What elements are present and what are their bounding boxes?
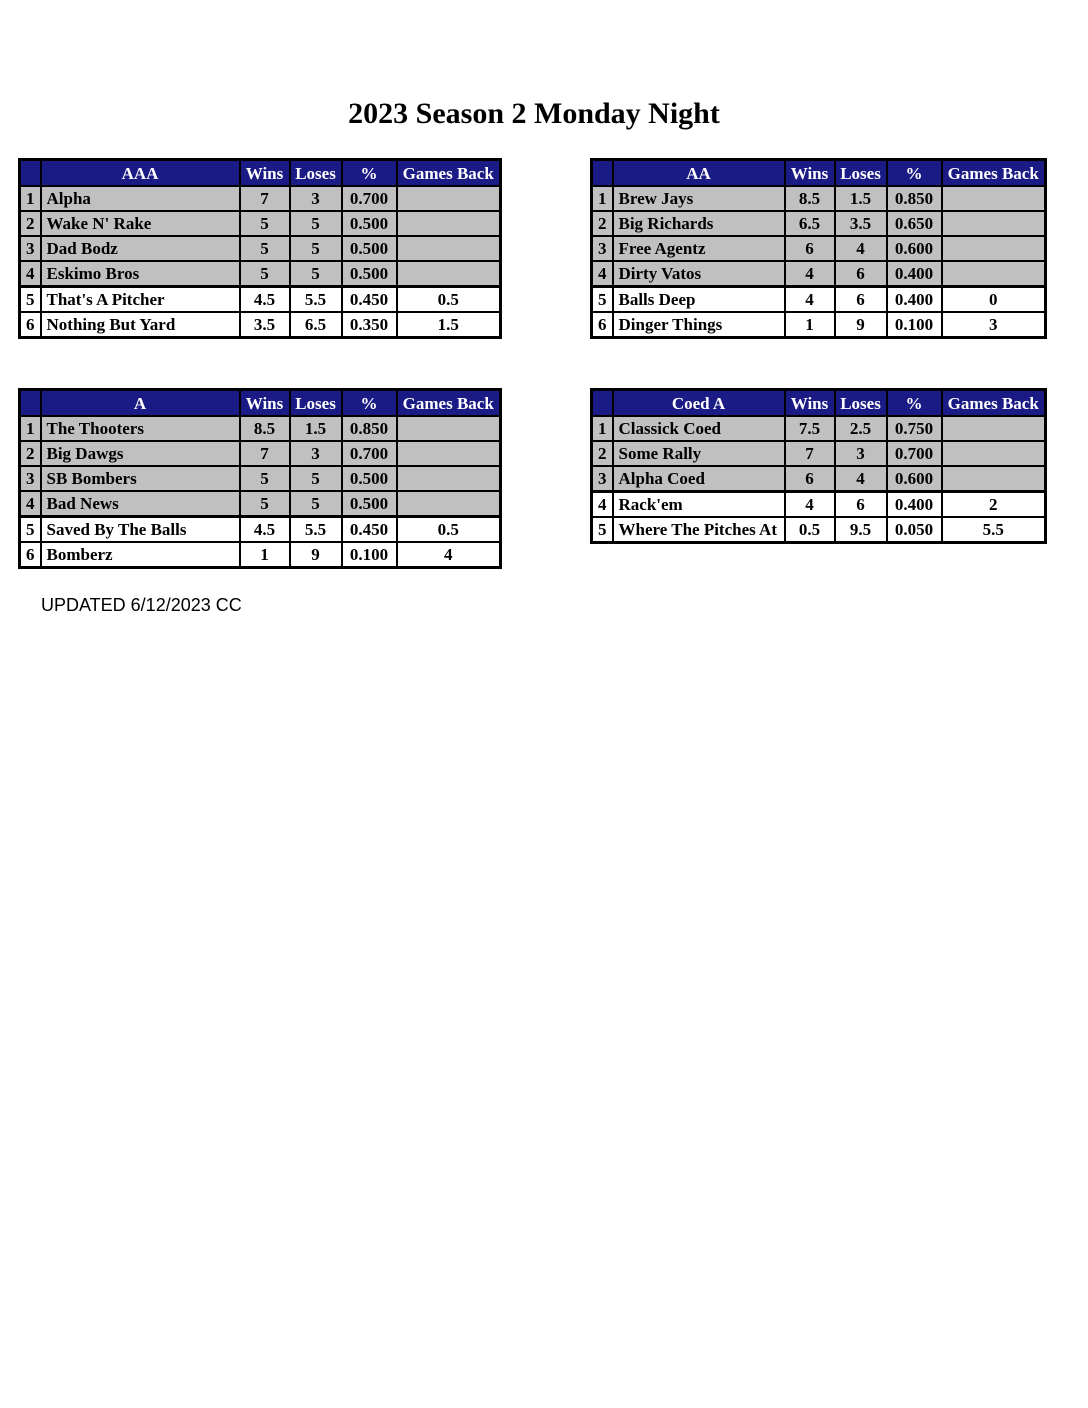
table-row [592,492,1046,518]
rank-cell: 3 [592,236,613,261]
table-row [592,441,1046,466]
wins-cell: 0.5 [785,517,835,543]
games-back-header: Games Back [397,390,501,417]
rank-cell: 5 [592,517,613,543]
games-back-cell [397,491,501,517]
rank-cell: 1 [20,416,41,441]
games-back-cell [942,186,1046,211]
rank-cell: 4 [20,261,41,287]
rank-cell: 2 [592,441,613,466]
header-row [20,160,501,187]
wins-cell: 8.5 [785,186,835,211]
wins-cell: 8.5 [240,416,290,441]
pct-cell: 0.350 [342,312,397,338]
wins-cell: 1 [240,542,290,568]
table-row [20,186,501,211]
games-back-header: Games Back [397,160,501,187]
wins-header: Wins [785,160,835,187]
pct-header: % [887,390,942,417]
division-header: Coed A [613,390,785,417]
team-name-cell: SB Bombers [41,466,240,491]
pct-header: % [887,160,942,187]
pct-cell: 0.500 [342,211,397,236]
loses-cell: 3.5 [835,211,887,236]
rank-cell: 3 [592,466,613,492]
table-row [20,236,501,261]
rank-cell: 2 [20,211,41,236]
team-name-cell: Dirty Vatos [613,261,785,287]
table-row [20,517,501,543]
wins-header: Wins [240,160,290,187]
loses-cell: 6.5 [290,312,342,338]
games-back-cell [942,211,1046,236]
pct-cell: 0.850 [342,416,397,441]
page-title: 2023 Season 2 Monday Night [348,97,720,130]
loses-cell: 1.5 [290,416,342,441]
loses-cell: 3 [290,441,342,466]
table-row [20,542,501,568]
loses-header: Loses [835,390,887,417]
rank-cell: 6 [592,312,613,338]
division-header: A [41,390,240,417]
pct-cell: 0.500 [342,261,397,287]
header-row [592,160,1046,187]
loses-cell: 9 [290,542,342,568]
pct-cell: 0.400 [887,261,942,287]
wins-cell: 3.5 [240,312,290,338]
team-name-cell: That's A Pitcher [41,287,240,313]
team-name-cell: Where The Pitches At [613,517,785,543]
wins-cell: 5 [240,211,290,236]
wins-cell: 6 [785,236,835,261]
wins-cell: 5 [240,466,290,491]
pct-cell: 0.650 [887,211,942,236]
loses-cell: 5 [290,491,342,517]
rank-cell: 1 [20,186,41,211]
loses-cell: 1.5 [835,186,887,211]
standings-table [18,158,502,339]
pct-cell: 0.400 [887,492,942,518]
games-back-cell [942,416,1046,441]
team-name-cell: Big Dawgs [41,441,240,466]
rank-header-cell [20,160,41,187]
pct-cell: 0.700 [342,186,397,211]
pct-cell: 0.450 [342,517,397,543]
loses-cell: 2.5 [835,416,887,441]
team-name-cell: Brew Jays [613,186,785,211]
rank-cell: 4 [20,491,41,517]
table-row [20,261,501,287]
games-back-cell [397,261,501,287]
loses-cell: 5 [290,466,342,491]
header-row [20,390,501,417]
team-name-cell: Alpha [41,186,240,211]
pct-cell: 0.400 [887,287,942,313]
table-row [20,211,501,236]
rank-cell: 3 [20,236,41,261]
standings-table-aaa [18,158,502,339]
games-back-header: Games Back [942,160,1046,187]
rank-cell: 2 [592,211,613,236]
games-back-cell [942,261,1046,287]
loses-cell: 5 [290,236,342,261]
table-row [592,466,1046,492]
games-back-cell [942,236,1046,261]
pct-header: % [342,390,397,417]
games-back-cell: 5.5 [942,517,1046,543]
games-back-cell [397,441,501,466]
team-name-cell: Nothing But Yard [41,312,240,338]
team-name-cell: Dad Bodz [41,236,240,261]
loses-cell: 5 [290,261,342,287]
pct-cell: 0.700 [342,441,397,466]
team-name-cell: Eskimo Bros [41,261,240,287]
wins-cell: 4.5 [240,517,290,543]
games-back-cell [397,466,501,491]
pct-cell: 0.500 [342,491,397,517]
games-back-cell: 3 [942,312,1046,338]
table-row [592,236,1046,261]
table-row [592,517,1046,543]
games-back-cell [942,441,1046,466]
loses-header: Loses [290,160,342,187]
table-row [592,312,1046,338]
table-row [20,441,501,466]
standings-table [18,388,502,569]
games-back-cell [397,211,501,236]
table-row [592,186,1046,211]
pct-cell: 0.500 [342,466,397,491]
standings-table-a [18,388,502,569]
loses-cell: 6 [835,287,887,313]
wins-cell: 5 [240,261,290,287]
team-name-cell: Saved By The Balls [41,517,240,543]
pct-cell: 0.450 [342,287,397,313]
rank-cell: 1 [592,416,613,441]
table-row [20,287,501,313]
pct-cell: 0.050 [887,517,942,543]
team-name-cell: Free Agentz [613,236,785,261]
games-back-header: Games Back [942,390,1046,417]
wins-cell: 7 [240,186,290,211]
table-row [20,466,501,491]
team-name-cell: Dinger Things [613,312,785,338]
pct-cell: 0.500 [342,236,397,261]
wins-cell: 5 [240,236,290,261]
table-row [592,261,1046,287]
rank-cell: 6 [20,312,41,338]
wins-header: Wins [785,390,835,417]
games-back-cell: 4 [397,542,501,568]
rank-header-cell [592,390,613,417]
games-back-cell [397,186,501,211]
team-name-cell: Classick Coed [613,416,785,441]
pct-cell: 0.100 [887,312,942,338]
loses-cell: 5 [290,211,342,236]
team-name-cell: The Thooters [41,416,240,441]
games-back-cell [397,416,501,441]
rank-cell: 4 [592,261,613,287]
loses-cell: 3 [290,186,342,211]
loses-cell: 6 [835,492,887,518]
rank-cell: 3 [20,466,41,491]
pct-cell: 0.100 [342,542,397,568]
team-name-cell: Bomberz [41,542,240,568]
team-name-cell: Wake N' Rake [41,211,240,236]
wins-cell: 1 [785,312,835,338]
standings-table [590,158,1047,339]
rank-header-cell [20,390,41,417]
games-back-cell [942,466,1046,492]
games-back-cell: 0 [942,287,1046,313]
loses-header: Loses [835,160,887,187]
rank-header-cell [592,160,613,187]
loses-cell: 9 [835,312,887,338]
team-name-cell: Alpha Coed [613,466,785,492]
wins-cell: 4 [785,492,835,518]
wins-cell: 6.5 [785,211,835,236]
table-row [592,211,1046,236]
loses-cell: 5.5 [290,287,342,313]
games-back-cell [397,236,501,261]
rank-cell: 6 [20,542,41,568]
table-row [20,416,501,441]
rank-cell: 2 [20,441,41,466]
loses-cell: 3 [835,441,887,466]
wins-cell: 5 [240,491,290,517]
pct-cell: 0.600 [887,466,942,492]
standings-table-aa [590,158,1047,339]
loses-cell: 4 [835,236,887,261]
games-back-cell: 2 [942,492,1046,518]
wins-cell: 4 [785,261,835,287]
wins-header: Wins [240,390,290,417]
table-row [592,416,1046,441]
loses-cell: 6 [835,261,887,287]
team-name-cell: Rack'em [613,492,785,518]
header-row [592,390,1046,417]
pct-header: % [342,160,397,187]
standings-table [590,388,1047,544]
table-row [20,312,501,338]
division-header: AA [613,160,785,187]
wins-cell: 4 [785,287,835,313]
team-name-cell: Some Rally [613,441,785,466]
table-row [592,287,1046,313]
team-name-cell: Bad News [41,491,240,517]
loses-cell: 5.5 [290,517,342,543]
loses-cell: 9.5 [835,517,887,543]
loses-cell: 4 [835,466,887,492]
pct-cell: 0.700 [887,441,942,466]
wins-cell: 6 [785,466,835,492]
wins-cell: 4.5 [240,287,290,313]
loses-header: Loses [290,390,342,417]
rank-cell: 5 [20,287,41,313]
rank-cell: 5 [592,287,613,313]
games-back-cell: 0.5 [397,517,501,543]
team-name-cell: Balls Deep [613,287,785,313]
rank-cell: 4 [592,492,613,518]
wins-cell: 7 [785,441,835,466]
updated-note: UPDATED 6/12/2023 CC [41,595,242,615]
table-row [20,491,501,517]
pct-cell: 0.600 [887,236,942,261]
pct-cell: 0.750 [887,416,942,441]
games-back-cell: 1.5 [397,312,501,338]
wins-cell: 7.5 [785,416,835,441]
wins-cell: 7 [240,441,290,466]
division-header: AAA [41,160,240,187]
rank-cell: 5 [20,517,41,543]
pct-cell: 0.850 [887,186,942,211]
games-back-cell: 0.5 [397,287,501,313]
rank-cell: 1 [592,186,613,211]
team-name-cell: Big Richards [613,211,785,236]
standings-table-coed-a [590,388,1047,544]
